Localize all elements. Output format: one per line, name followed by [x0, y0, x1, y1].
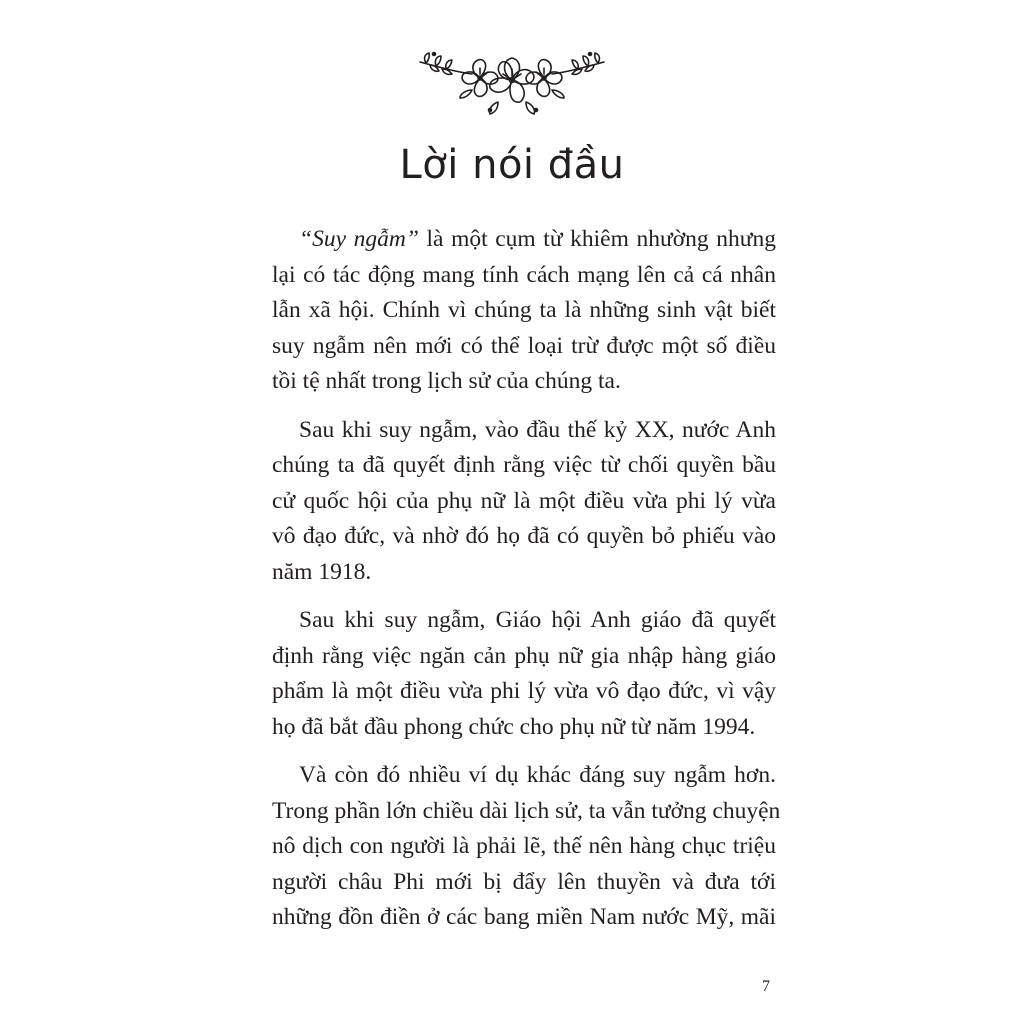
text-line: chúng ta đã quyết định rằng việc từ chối quyền bầu: [272, 452, 776, 478]
text-line: “Suy ngẫm” là một cụm từ khiêm nhường nhưng: [299, 226, 776, 252]
text-line: lẫn xã hội. Chính vì chúng ta là những sinh vật biết: [272, 297, 776, 323]
text-line: những đồn điền ở các bang miền Nam nước Mỹ, mãi: [272, 904, 776, 930]
text-line: Và còn đó nhiều ví dụ khác đáng suy ngẫm hơn.: [299, 762, 776, 788]
paragraph-4: [272, 758, 781, 936]
text-line: người châu Phi mới bị đẩy lên thuyền và đưa tới: [272, 868, 776, 895]
paragraph-1: [272, 222, 776, 400]
text-line: họ đã bắt đầu phong chức cho phụ nữ từ năm 1994.: [272, 713, 756, 740]
text-line: suy ngẫm nên mới có thể loại trừ được một số điều: [272, 332, 776, 359]
italic-phrase: “Suy ngẫm”: [299, 226, 419, 252]
text-line: định rằng việc ngăn cản phụ nữ gia nhập hàng giáo: [272, 642, 776, 669]
text-line: cử quốc hội của phụ nữ là một điều vừa phi lý vừa: [272, 487, 776, 514]
paragraph-3: [272, 603, 776, 745]
text-line: lại có tác động mang tính cách mạng lên cả cá nhân: [272, 261, 776, 288]
floral-ornament-icon: [412, 40, 612, 120]
text-line: năm 1918.: [272, 558, 372, 585]
text-line: phẩm là một điều vừa phi lý vừa vô đạo đức, vì vậy: [272, 678, 776, 704]
paragraph-2: [272, 413, 776, 591]
text-line: Trong phần lớn chiều dài lịch sử, ta vẫn tưởng chuyện: [272, 797, 781, 824]
page-title: Lời nói đầu: [399, 142, 625, 188]
text-line: tồi tệ nhất trong lịch sử của chúng ta.: [272, 368, 621, 394]
body-text: [272, 222, 781, 949]
page-number: 7: [762, 978, 770, 995]
text-line: Sau khi suy ngẫm, vào đầu thế kỷ XX, nước Anh: [299, 416, 776, 443]
text-line: nô dịch con người là phải lẽ, thế nên hàng chục triệu: [272, 833, 776, 859]
text-line: Sau khi suy ngẫm, Giáo hội Anh giáo đã quyết: [299, 607, 776, 633]
text-line: vô đạo đức, và nhờ đó họ đã có quyền bỏ phiếu vào: [272, 523, 776, 549]
